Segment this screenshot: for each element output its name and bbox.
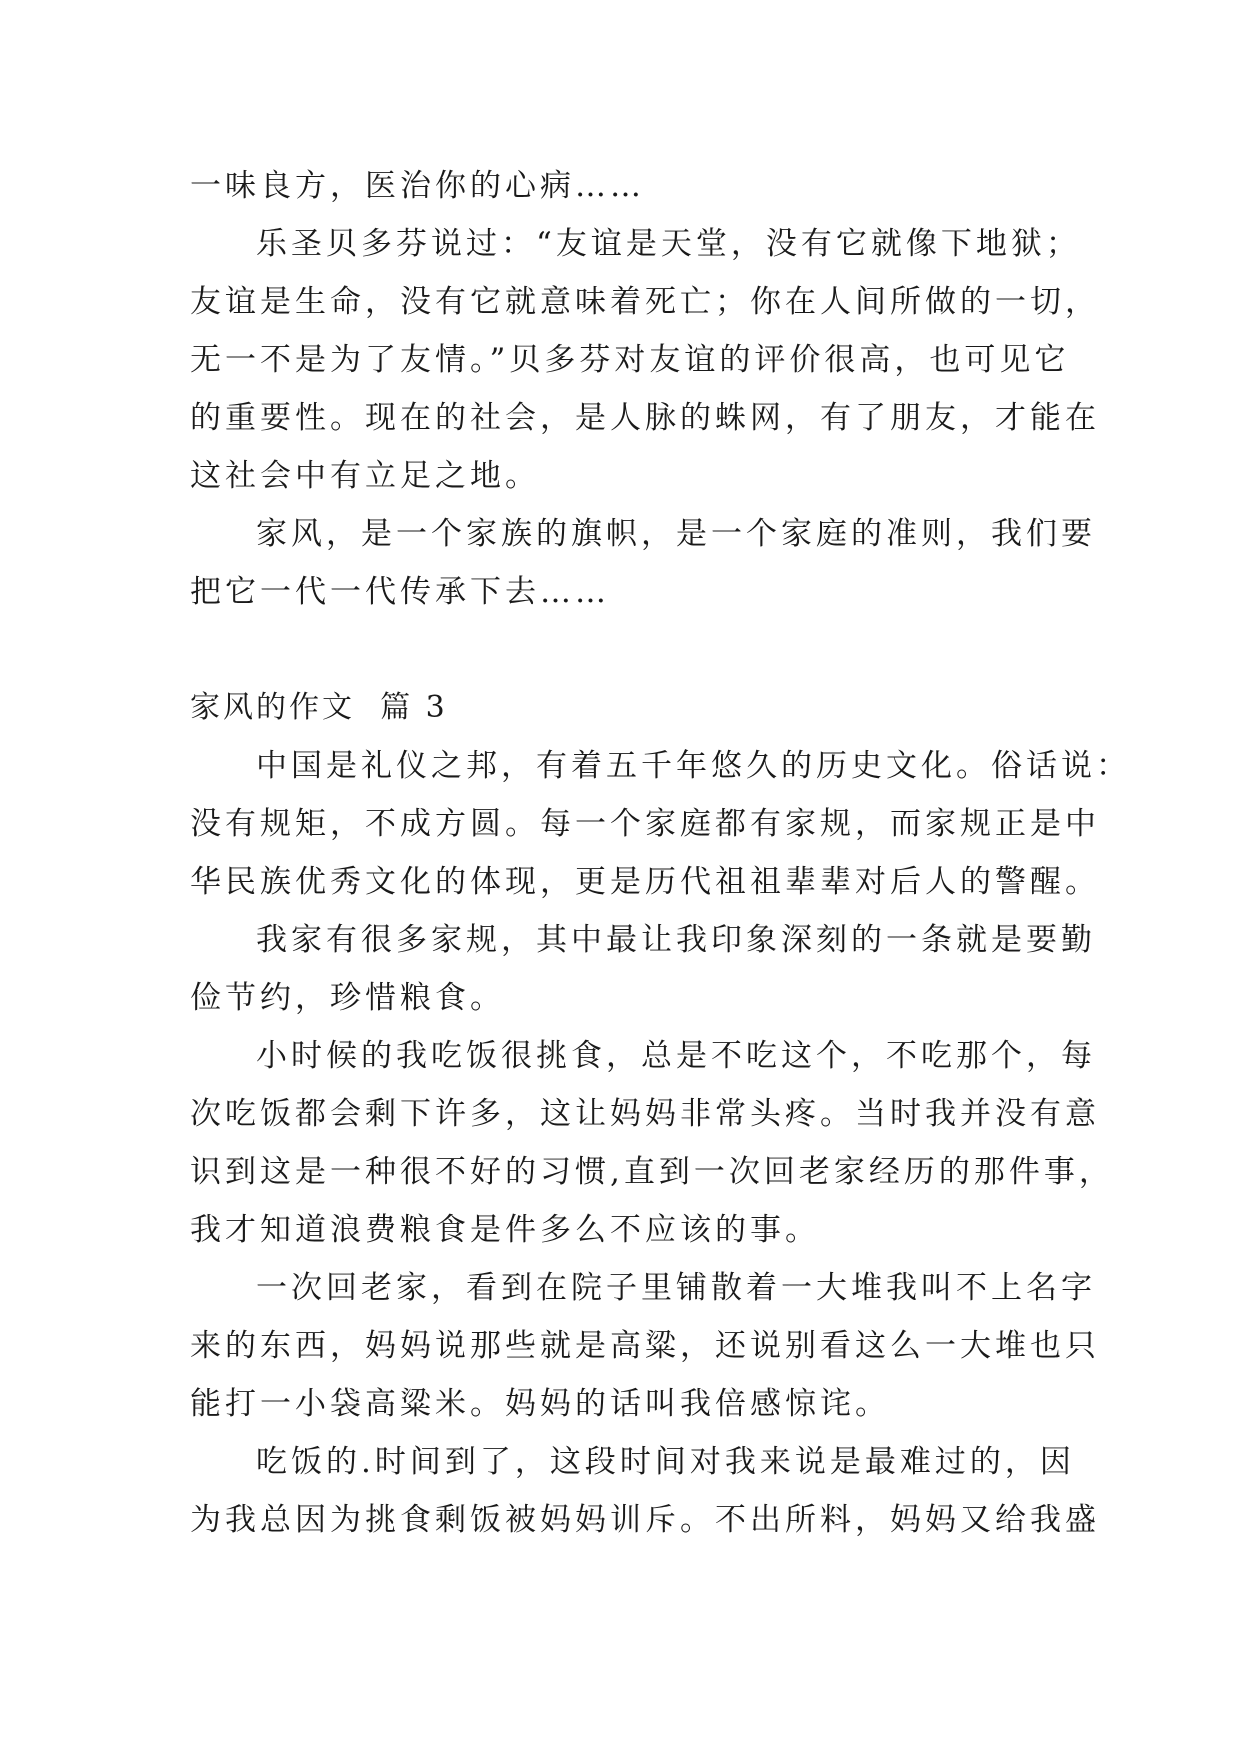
text-line: 识到这是一种很不好的习惯,直到一次回老家经历的那件事， (190, 1154, 1114, 1190)
text-line: 把它一代一代传承下去…… (190, 574, 610, 610)
text-line: 俭节约，珍惜粮食。 (190, 980, 505, 1016)
text-line: 能打一小袋高粱米。妈妈的话叫我倍感惊诧。 (190, 1386, 890, 1422)
text-line: 家风，是一个家族的旗帜，是一个家庭的准则，我们要 (256, 516, 1096, 552)
text-line: 为我总因为挑食剩饭被妈妈训斥。不出所料，妈妈又给我盛 (190, 1502, 1100, 1538)
text-line: 我家有很多家规，其中最让我印象深刻的一条就是要勤 (256, 922, 1096, 958)
text-line: 友谊是生命，没有它就意味着死亡；你在人间所做的一切， (190, 284, 1100, 320)
section-gap (190, 621, 1070, 679)
text-line: 无一不是为了友情。”贝多芬对友谊的评价很高，也可见它 (190, 342, 1070, 378)
text-line: 一味良方，医治你的心病…… (190, 168, 645, 204)
text-line: 一次回老家，看到在院子里铺散着一大堆我叫不上名字 (256, 1270, 1096, 1306)
section-heading: 家风的作文 篇 3 (190, 690, 448, 725)
text-line: 我才知道浪费粮食是件多么不应该的事。 (190, 1212, 820, 1248)
text-line: 来的东西，妈妈说那些就是高粱，还说别看这么一大堆也只 (190, 1328, 1100, 1364)
section-top (190, 157, 1100, 621)
text-line: 的重要性。现在的社会，是人脉的蛛网，有了朋友，才能在 (190, 400, 1100, 436)
text-line: 乐圣贝多芬说过：“友谊是天堂，没有它就像下地狱； (256, 226, 1081, 262)
text-line: 华民族优秀文化的体现，更是历代祖祖辈辈对后人的警醒。 (190, 864, 1100, 900)
text-line: 吃饭的.时间到了，这段时间对我来说是最难过的，因 (256, 1444, 1075, 1480)
document-body (190, 157, 1131, 1549)
text-line: 没有规矩，不成方圆。每一个家庭都有家规，而家规正是中 (190, 806, 1100, 842)
text-line: 这社会中有立足之地。 (190, 458, 540, 494)
text-line: 次吃饭都会剩下许多，这让妈妈非常头疼。当时我并没有意 (190, 1096, 1100, 1132)
section-bottom (190, 737, 1131, 1549)
text-line: 小时候的我吃饭很挑食，总是不吃这个，不吃那个，每 (256, 1038, 1096, 1074)
text-line: 中国是礼仪之邦，有着五千年悠久的历史文化。俗话说： (256, 748, 1131, 784)
